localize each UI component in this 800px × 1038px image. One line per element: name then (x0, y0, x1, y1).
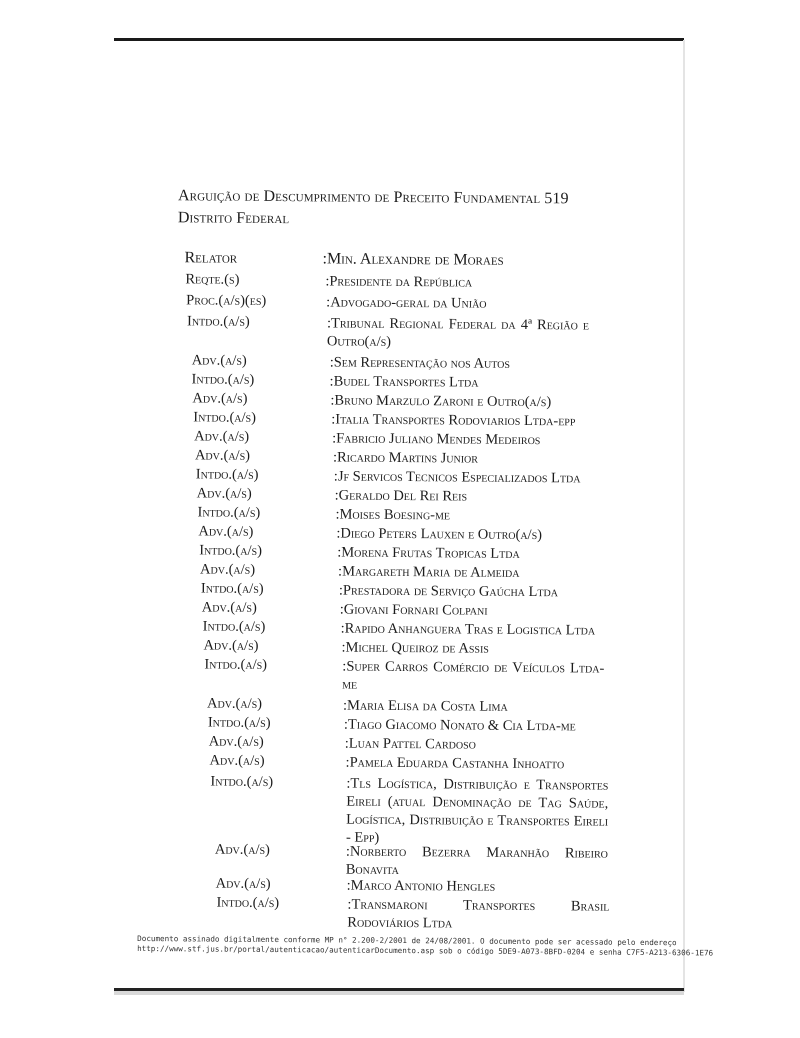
party-name: :Jf Servicos Tecnicos Especializados Ltda (333, 468, 581, 487)
party-role: Adv.(a/s) (192, 390, 248, 407)
party-role: Intdo.(a/s) (202, 618, 266, 635)
party-role: Intdo.(a/s) (191, 371, 255, 388)
footer-line-2: http://www.stf.jus.br/portal/autenticacao/autenticarDocumento.asp sob o código 5DE9-A073-8BFD-0204 e senha C7F5-A213-6306-1E76 (137, 943, 714, 958)
party-name: :Morena Frutas Tropicas Ltda (337, 544, 520, 562)
signature-footer (137, 934, 713, 959)
party-name: :Michel Queiroz de Assis (341, 639, 489, 657)
party-name: :Diego Peters Lauxen e Outro(a/s) (336, 525, 543, 544)
party-name: :Transmaroni Transportes Brasil Rodoviários Ltda (347, 896, 610, 932)
party-role: Adv.(a/s) (198, 523, 254, 540)
party-name: :Margareth Maria de Almeida (338, 563, 520, 581)
party-name: :Min. Alexandre de Moraes (322, 250, 504, 269)
party-name: :Pamela Eduarda Castanha Inhoatto (345, 754, 565, 773)
party-role: Adv.(a/s) (191, 352, 247, 369)
party-role: Relator (184, 249, 238, 267)
document-title: Arguição de Descumprimento de Preceito Fundamental 519 (177, 187, 569, 208)
party-name: :Tiago Giacomo Nonato & Cia Ltda-me (343, 716, 576, 735)
footer-line-1: Documento assinado digitalmente conforme MP n° 2.200-2/2001 de 24/08/2001. O documento pode ser acessado pelo endereço (137, 933, 677, 948)
party-name: :Italia Transportes Rodoviarios Ltda-epp (331, 411, 576, 430)
party-name: :Norberto Bezerra Maranhão Ribeiro Bonavita (345, 843, 608, 879)
party-role: Adv.(a/s) (201, 599, 257, 616)
party-name: :Prestadora de Serviço Gaúcha Ltda (338, 582, 559, 601)
party-role: Adv.(a/s) (214, 841, 270, 858)
party-role: Intdo.(a/s) (210, 773, 274, 791)
party-role: Intdo.(a/s) (199, 542, 263, 559)
party-role: Intdo.(a/s) (204, 656, 268, 673)
party-name: :Marco Antonio Hengles (346, 877, 496, 895)
party-role: Adv.(a/s) (200, 561, 256, 578)
party-role: Intdo.(a/s) (186, 313, 250, 330)
party-role: Adv.(a/s) (196, 485, 252, 502)
party-name: :Maria Elisa da Costa Lima (342, 697, 508, 715)
party-name: :Ricardo Martins Junior (332, 449, 479, 467)
party-name: :Advogado-geral da União (326, 294, 487, 312)
party-role: Intdo.(a/s) (207, 714, 271, 731)
party-name: :Giovani Fornari Colpani (339, 601, 488, 619)
party-role: Adv.(a/s) (203, 637, 259, 654)
party-name: :Super Carros Comércio de Veículos Ltda-me (342, 658, 605, 693)
party-role: Adv.(a/s) (194, 428, 250, 445)
party-role: Reqte.(s) (185, 271, 240, 288)
party-name: :Rapido Anhanguera Tras e Logistica Ltda (340, 620, 596, 639)
party-name: :Sem Representação nos Autos (329, 354, 511, 372)
party-name: :Budel Transportes Ltda (329, 373, 479, 391)
party-role: Intdo.(a/s) (195, 466, 259, 483)
document-jurisdiction: Distrito Federal (177, 209, 290, 228)
party-name: :Bruno Marzulo Zaroni e Outro(a/s) (330, 392, 552, 411)
party-name: :Tribunal Regional Federal da 4ª Região e Outro(a/s) (326, 315, 590, 350)
party-name: :Fabricio Juliano Mendes Medeiros (332, 430, 541, 449)
party-role: Adv.(a/s) (215, 875, 271, 893)
party-name: :Tls Logística, Distribuição e Transportes Eireli (atual Denominação de Tag Saúde, Logística, Distribuição e Transportes Eireli - Epp) (345, 775, 609, 846)
party-role: Adv.(a/s) (206, 695, 263, 712)
party-name: :Geraldo Del Rei Reis (334, 487, 468, 505)
party-name: :Moises Boesing-me (335, 506, 451, 524)
party-role: Adv.(a/s) (194, 447, 251, 464)
party-role: Intdo.(a/s) (216, 894, 280, 912)
party-role: Adv.(a/s) (208, 733, 264, 750)
party-role: Adv.(a/s) (209, 752, 265, 769)
party-role: Proc.(a/s)(es) (186, 292, 267, 309)
party-role: Intdo.(a/s) (193, 409, 257, 426)
party-name: :Luan Pattel Cardoso (344, 735, 476, 753)
party-role: Intdo.(a/s) (200, 580, 264, 597)
party-name: :Presidente da República (325, 273, 473, 291)
party-role: Intdo.(a/s) (197, 504, 261, 521)
